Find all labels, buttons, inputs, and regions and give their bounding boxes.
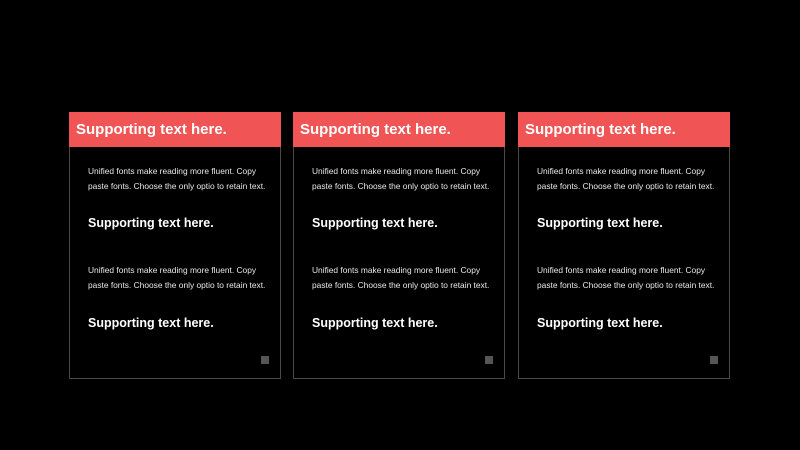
card-header: Supporting text here. xyxy=(518,112,730,147)
card-body-text: Unified fonts make reading more fluent. Copy paste fonts. Choose the only optio to retain text. xyxy=(312,166,490,191)
card-body-text: Unified fonts make reading more fluent. Copy paste fonts. Choose the only optio to retain text. xyxy=(88,265,266,290)
card-header: Supporting text here. xyxy=(69,112,281,147)
card-body-text: Unified fonts make reading more fluent. Copy paste fonts. Choose the only optio to retain text. xyxy=(312,265,490,290)
card-subheading: Supporting text here. xyxy=(88,216,214,230)
card-1 xyxy=(69,112,281,379)
card-body-text: Unified fonts make reading more fluent. Copy paste fonts. Choose the only optio to retain text. xyxy=(88,166,266,191)
card-subheading: Supporting text here. xyxy=(537,216,663,230)
card-header: Supporting text here. xyxy=(293,112,505,147)
card-3 xyxy=(518,112,730,379)
card-subheading: Supporting text here. xyxy=(312,316,438,330)
corner-square-icon xyxy=(261,356,269,364)
card-body-text: Unified fonts make reading more fluent. Copy paste fonts. Choose the only optio to retain text. xyxy=(537,265,715,290)
card-subheading: Supporting text here. xyxy=(537,316,663,330)
corner-square-icon xyxy=(485,356,493,364)
card-2 xyxy=(293,112,505,379)
card-subheading: Supporting text here. xyxy=(312,216,438,230)
corner-square-icon xyxy=(710,356,718,364)
card-subheading: Supporting text here. xyxy=(88,316,214,330)
card-body-text: Unified fonts make reading more fluent. Copy paste fonts. Choose the only optio to retain text. xyxy=(537,166,715,191)
